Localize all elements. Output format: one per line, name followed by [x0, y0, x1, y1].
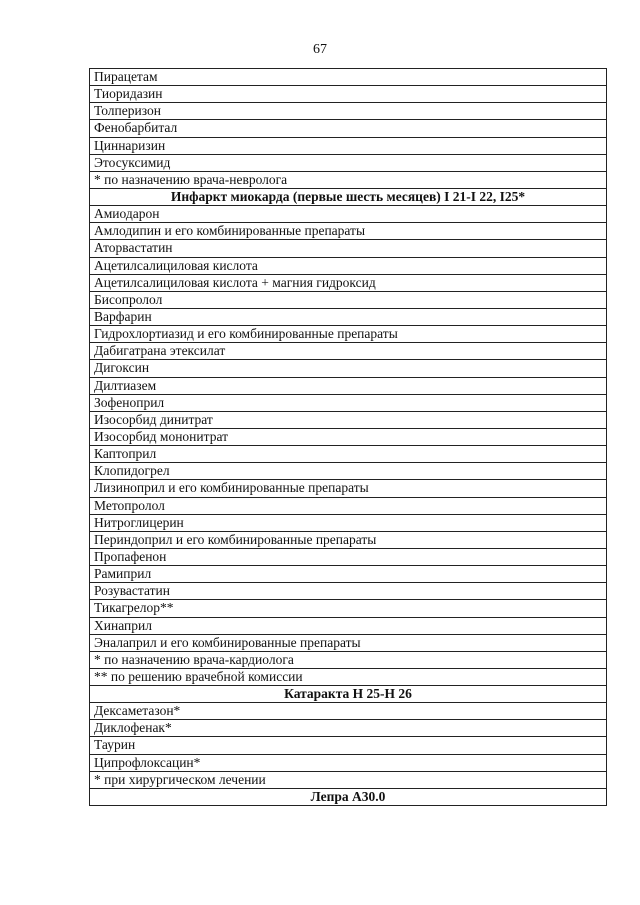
drug-row: Метопролол [90, 498, 606, 515]
drug-row: Ципрофлоксацин* [90, 755, 606, 772]
drug-row: Клопидогрел [90, 463, 606, 480]
drug-row: Дилтиазем [90, 378, 606, 395]
drug-row: Рамиприл [90, 566, 606, 583]
drug-row: Изосорбид мононитрат [90, 429, 606, 446]
drug-row: Фенобарбитал [90, 120, 606, 137]
drug-row: Гидрохлортиазид и его комбинированные препараты [90, 326, 606, 343]
drug-row: Таурин [90, 737, 606, 754]
drug-row: Розувастатин [90, 583, 606, 600]
drug-row: Амлодипин и его комбинированные препараты [90, 223, 606, 240]
section-heading: Инфаркт миокарда (первые шесть месяцев) I 21-I 22, I25* [90, 189, 606, 206]
drug-row: Толперизон [90, 103, 606, 120]
drug-row: Аторвастатин [90, 240, 606, 257]
drug-row: Лизиноприл и его комбинированные препараты [90, 480, 606, 497]
drug-row: Ацетилсалициловая кислота + магния гидроксид [90, 275, 606, 292]
footnote-row: ** по решению врачебной комиссии [90, 669, 606, 686]
drug-row: Тикагрелор** [90, 600, 606, 617]
drug-row: Нитроглицерин [90, 515, 606, 532]
page-number: 67 [313, 42, 327, 57]
drug-row: Периндоприл и его комбинированные препараты [90, 532, 606, 549]
drug-row: Изосорбид динитрат [90, 412, 606, 429]
footnote-row: * по назначению врача-невролога [90, 172, 606, 189]
drug-row: Этосуксимид [90, 155, 606, 172]
drug-row: Пирацетам [90, 69, 606, 86]
drug-row: Пропафенон [90, 549, 606, 566]
drug-row: Амиодарон [90, 206, 606, 223]
drug-row: Дексаметазон* [90, 703, 606, 720]
drug-row: Циннаризин [90, 138, 606, 155]
drug-row: Тиоридазин [90, 86, 606, 103]
drug-row: Ацетилсалициловая кислота [90, 258, 606, 275]
footnote-row: * по назначению врача-кардиолога [90, 652, 606, 669]
drug-row: Варфарин [90, 309, 606, 326]
section-heading: Лепра А30.0 [90, 789, 606, 806]
drug-row: Хинаприл [90, 618, 606, 635]
drug-row: Дабигатрана этексилат [90, 343, 606, 360]
drug-list-table [89, 68, 607, 806]
drug-row: Дигоксин [90, 360, 606, 377]
drug-row: Бисопролол [90, 292, 606, 309]
drug-row: Диклофенак* [90, 720, 606, 737]
drug-row: Каптоприл [90, 446, 606, 463]
section-heading: Катаракта Н 25-Н 26 [90, 686, 606, 703]
footnote-row: * при хирургическом лечении [90, 772, 606, 789]
drug-row: Эналаприл и его комбинированные препараты [90, 635, 606, 652]
drug-row: Зофеноприл [90, 395, 606, 412]
